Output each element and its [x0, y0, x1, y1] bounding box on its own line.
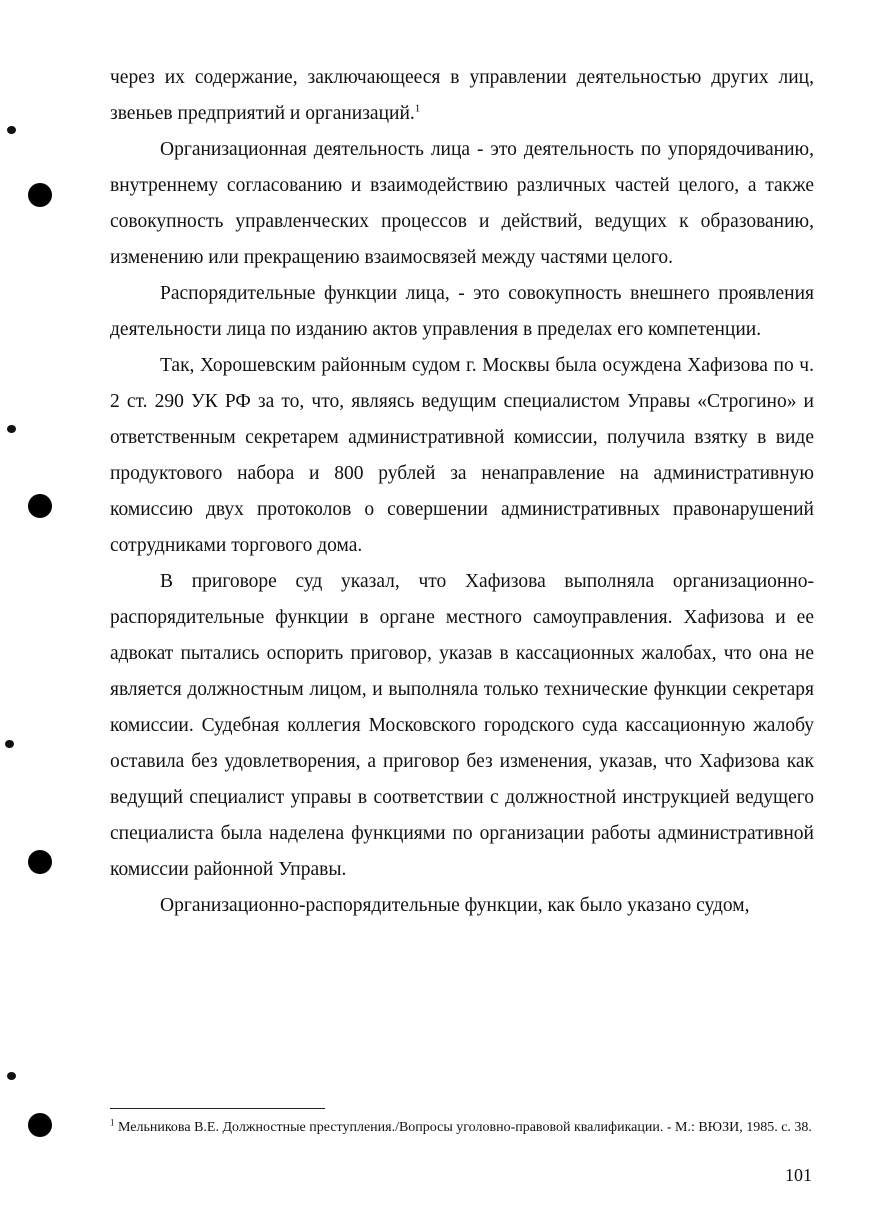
body-text: [110, 60, 814, 924]
punch-hole: [28, 494, 52, 518]
paragraph-1: [110, 60, 814, 132]
paragraph-5: В приговоре суд указал, что Хафизова выполняла организационно-распорядительные функции в органе местного самоуправления. Хафизова и ее адвокат пытались оспорить приговор, указав в кассационных жалобах, что она не является должностным лицом, и выполняла только технические функции секретаря комиссии. Судебная коллегия Московского городского суда кассационную жалобу оставила без удовлетворения, а приговор без изменения, указав, что Хафизова как ведущий специалист управы в соответствии с должностной инструкцией ведущего специалиста была наделена функциями по организации работы административной комиссии районной Управы.: [110, 571, 814, 880]
footnote-divider: [110, 1108, 325, 1109]
footnote-text: Мельникова В.Е. Должностные преступления./Вопросы уголовно-правовой квалификации. - М.: ВЮЗИ, 1985. с. 38.: [118, 1120, 812, 1135]
punch-hole: [28, 1113, 52, 1137]
scan-speck: [7, 425, 16, 433]
footnote-marker: 1: [110, 1117, 115, 1128]
paragraph-4: Так, Хорошевским районным судом г. Москвы была осуждена Хафизова по ч. 2 ст. 290 УК РФ за то, что, являясь ведущим специалистом Управы «Строгино» и ответственным секретарем административной комиссии, получила взятку в виде продуктового набора и 800 рублей за ненаправление на административную комиссию двух протоколов о совершении административных правонарушений сотрудниками торгового дома.: [110, 355, 814, 556]
scan-speck: [7, 1072, 16, 1080]
scan-speck: [7, 126, 16, 134]
scan-speck: [5, 740, 14, 748]
paragraph-6: Организационно-распорядительные функции, как было указано судом,: [160, 895, 750, 916]
footnote-reference: 1: [414, 102, 421, 115]
footnote: [110, 1118, 814, 1138]
punch-hole: [28, 183, 52, 207]
paragraph-2: Организационная деятельность лица - это деятельность по упорядочиванию, внутреннему согласованию и взаимодействию различных частей целого, а также совокупность управленческих процессов и действий, ведущих к образованию, изменению или прекращению взаимосвязей между частями целого.: [110, 139, 814, 268]
punch-hole: [28, 850, 52, 874]
page-number: 101: [785, 1165, 812, 1185]
paragraph-text: через их содержание, заключающееся в управлении деятельностью других лиц, звеньев предприятий и организаций.: [110, 67, 814, 124]
paragraph-3: Распорядительные функции лица, - это совокупность внешнего проявления деятельности лица по изданию актов управления в пределах его компетенции.: [110, 283, 814, 340]
